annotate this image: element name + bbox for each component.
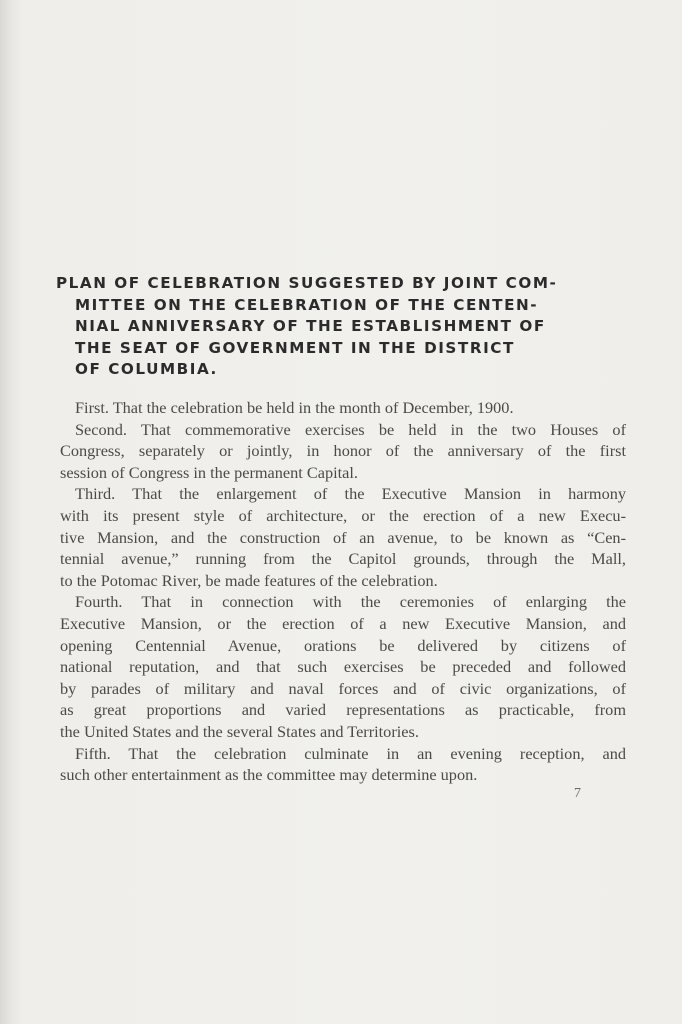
paragraph-first (60, 397, 626, 419)
text-line: opening Centennial Avenue, orations be delivered by citizens of (60, 635, 626, 655)
heading-line: THE SEAT OF GOVERNMENT IN THE DISTRICT (75, 338, 515, 357)
heading-line: OF COLUMBIA. (75, 360, 218, 378)
paragraph-second (60, 419, 626, 484)
text-line: as great proportions and varied representations as practicable, from (60, 700, 626, 720)
text-line: by parades of military and naval forces and of civic organizations, of (60, 678, 626, 698)
paragraph-fourth (60, 591, 626, 742)
heading-line: MITTEE ON THE CELEBRATION OF THE CENTEN- (75, 295, 539, 314)
document-heading (56, 273, 624, 381)
paragraph-third (60, 483, 626, 591)
text-line: national reputation, and that such exercises be preceded and followed (60, 657, 626, 677)
text-line: Second. That commemorative exercises be held in the two Houses of (75, 419, 626, 439)
text-line: such other entertainment as the committee may determine upon. (60, 765, 478, 785)
text-line: the United States and the several States and Territories. (60, 721, 419, 741)
text-line: Executive Mansion, or the erection of a new Executive Mansion, and (60, 613, 626, 633)
text-line: Third. That the enlargement of the Executive Mansion in harmony (75, 484, 626, 504)
text-line: First. That the celebration be held in the month of December, 1900. (75, 398, 514, 417)
text-line: Fourth. That in connection with the ceremonies of enlarging the (75, 592, 626, 612)
text-line: Fifth. That the celebration culminate in an evening reception, and (75, 743, 626, 763)
document-body (60, 397, 626, 786)
text-line: to the Potomac River, be made features of the celebration. (60, 570, 438, 590)
heading-line: PLAN OF CELEBRATION SUGGESTED BY JOINT COM- (56, 274, 558, 292)
text-line: with its present style of architecture, or the erection of a new Execu- (60, 505, 626, 525)
text-line: session of Congress in the permanent Capital. (60, 462, 358, 482)
text-line: tennial avenue,” running from the Capitol grounds, through the Mall, (60, 549, 626, 569)
page-number: 7 (574, 786, 581, 801)
heading-line: NIAL ANNIVERSARY OF THE ESTABLISHMENT OF (75, 317, 546, 335)
text-line: tive Mansion, and the construction of an avenue, to be known as “Cen- (60, 527, 626, 547)
paragraph-fifth (60, 743, 626, 786)
text-line: Congress, separately or jointly, in honor of the anniversary of the first (60, 441, 626, 461)
